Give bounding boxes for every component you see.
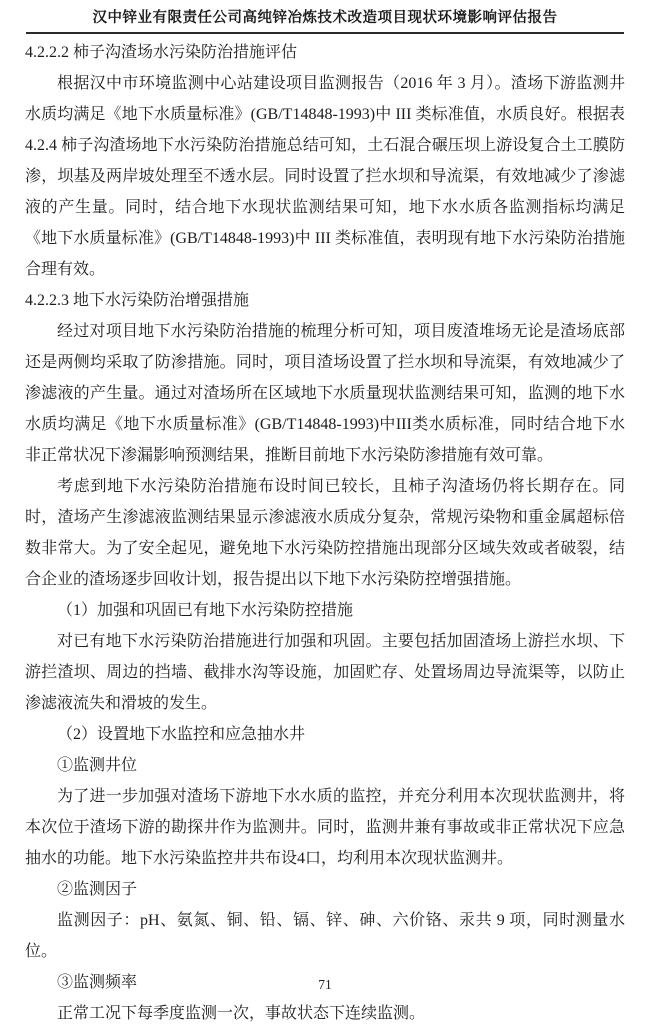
body-paragraph: 监测因子：pH、氨氮、铜、铅、镉、锌、砷、六价铬、汞共 9 项，同时测量水位。 [25,912,625,960]
section-heading: 4.2.2.3 地下水污染防治增强措施 [25,292,250,309]
body-paragraph: 经过对项目地下水污染防治措施的梳理分析可知，项目废渣堆场无论是渣场底部还是两侧均采取了防渗措施。同时，项目渣场设置了拦水坝和导流渠，有效地减少了渗滤液的产生量。通过对渣场所在区域地下水质量现状监测结果可知，监测的地下水水质均满足《地下水质量标准》(GB/T14848-1993)中III类水质标准，同时结合地下水非正常状况下渗漏影响预测结果，推断目前地下水污染防渗措施有效可靠。 [25,323,625,464]
section-heading: 4.2.2.2 柿子沟渣场水污染防治措施评估 [25,44,298,61]
page-number: 71 [318,977,332,992]
body-paragraph: 为了进一步加强对渣场下游地下水水质的监控，并充分利用本次现状监测井，将本次位于渣场下游的勘探井作为监测井。同时，监测井兼有事故或非正常状况下应急抽水的功能。地下水污染监控井共布设4口，均利用本次现状监测井。 [25,788,625,867]
numbered-subheading: （2）设置地下水监控和应急抽水井 [57,726,306,743]
body-paragraph: 根据汉中市环境监测中心站建设项目监测报告（2016 年 3 月）。渣场下游监测井水质均满足《地下水质量标准》(GB/T14848-1993)中 III 类标准值，水质良好。根据表 4.2.4 柿子沟渣场地下水污染防治措施总结可知，土石混合碾压坝上游设复合土工膜防渗，坝基及两岸坡处理至不透水层。同时设置了拦水坝和导流渠，有效地减少了渗滤液的产生量。同时，结合地下水现状监测结果可知，地下水水质各监测指标均满足《地下水质量标准》(GB/T14848-1993)中 III 类标准值，表明现有地下水污染防治措施合理有效。 [25,75,625,278]
body-paragraph: 对已有地下水污染防治措施进行加强和巩固。主要包括加固渣场上游拦水坝、下游拦渣坝、周边的挡墙、截排水沟等设施，加固贮存、处置场周边导流渠等，以防止渗滤液流失和滑坡的发生。 [25,633,625,712]
page-header-title: 汉中锌业有限责任公司高纯锌冶炼技术改造项目现状环境影响评估报告 [26,6,624,34]
document-body [25,37,625,1029]
circled-subheading: ③监测频率 [57,974,138,991]
body-paragraph: 考虑到地下水污染防治措施布设时间已较长，且柿子沟渣场仍将长期存在。同时，渣场产生渗滤液监测结果显示渗滤液水质成分复杂，常规污染物和重金属超标倍数非常大。为了安全起见，避免地下水污染防控措施出现部分区域失效或者破裂，结合企业的渣场逐步回收计划，报告提出以下地下水污染防控增强措施。 [25,478,625,588]
circled-subheading: ②监测因子 [57,881,138,898]
body-paragraph: 正常工况下每季度监测一次，事故状态下连续监测。 [57,1005,426,1022]
numbered-subheading: （1）加强和巩固已有地下水污染防控措施 [57,602,354,619]
circled-subheading: ①监测井位 [57,757,138,774]
